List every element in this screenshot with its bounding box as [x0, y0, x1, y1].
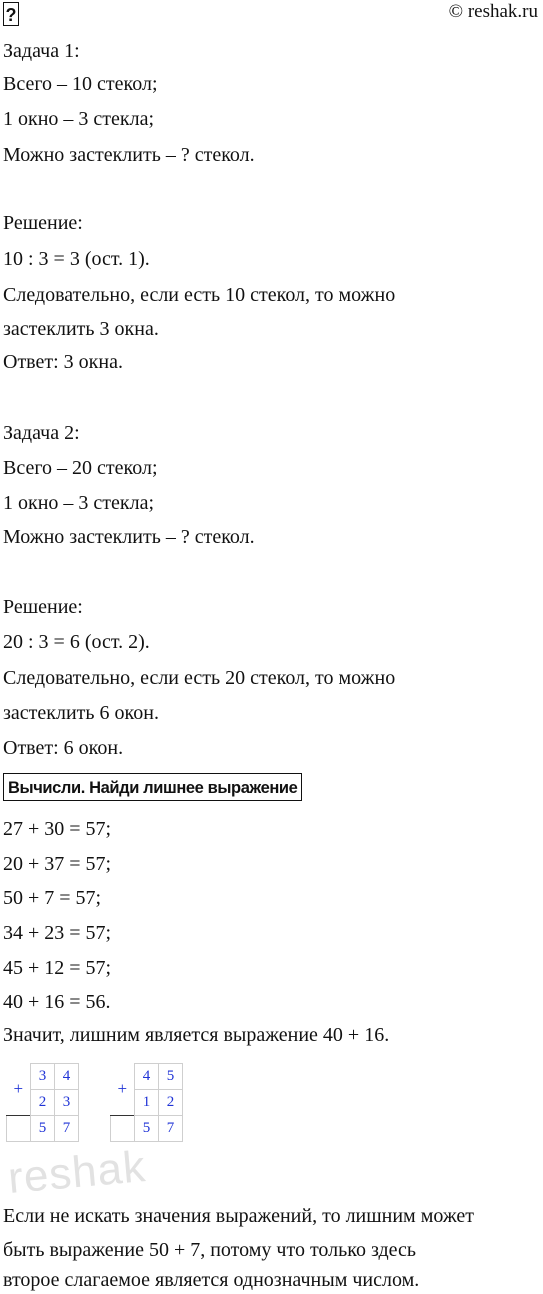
column-addition-45-12 [110, 1063, 183, 1142]
site-credit[interactable]: © reshak.ru [448, 1, 538, 22]
empty-cell [7, 1116, 31, 1142]
task2-solution-1: 20 : 3 = 6 (ост. 2). [3, 631, 150, 653]
task1-solution-title: Решение: [3, 212, 83, 234]
task2-solution-2: Следовательно, если есть 20 стекол, то можно [3, 667, 396, 689]
reshak-watermark: reshak [6, 1142, 148, 1203]
expression-3: 50 + 7 = 57; [3, 887, 102, 909]
column-addition-34-23 [6, 1063, 79, 1142]
task2-solution-3: застеклить 6 окон. [3, 702, 159, 724]
plus-sign: + [117, 1079, 128, 1099]
task1-solution-3: застеклить 3 окна. [3, 318, 159, 340]
digit-cell: 3 [31, 1064, 55, 1090]
task1-title: Задача 1: [3, 40, 80, 62]
note-line-2: быть выражение 50 + 7, потому что только здесь [3, 1239, 417, 1261]
digit-cell: 5 [159, 1064, 183, 1090]
conclusion: Значит, лишним является выражение 40 + 16. [3, 1024, 390, 1046]
digit-cell: 7 [55, 1116, 79, 1142]
plus-sign: + [13, 1079, 24, 1099]
digit-cell: 7 [159, 1116, 183, 1142]
task1-line-2: 1 окно – 3 стекла; [3, 108, 155, 130]
expression-4: 34 + 23 = 57; [3, 922, 112, 944]
digit-cell: 4 [55, 1064, 79, 1090]
digit-cell: 2 [159, 1090, 183, 1116]
task1-line-3: Можно застеклить – ? стекол. [3, 144, 255, 166]
task2-line-3: Можно застеклить – ? стекол. [3, 526, 255, 548]
digit-cell: 1 [135, 1090, 159, 1116]
note-line-3: второе слагаемое является однозначным числом. [3, 1269, 420, 1291]
digit-cell: 5 [135, 1116, 159, 1142]
task2-line-2: 1 окно – 3 стекла; [3, 492, 155, 514]
empty-cell [111, 1116, 135, 1142]
task2-solution-title: Решение: [3, 596, 83, 618]
digit-cell: 5 [31, 1116, 55, 1142]
digit-cell: 3 [55, 1090, 79, 1116]
expression-6: 40 + 16 = 56. [3, 991, 111, 1013]
task2-title: Задача 2: [3, 422, 80, 444]
task1-line-1: Всего – 10 стекол; [3, 73, 158, 95]
section-heading: Вычисли. Найди лишнее выражение [3, 773, 302, 801]
digit-cell: 4 [135, 1064, 159, 1090]
expression-1: 27 + 30 = 57; [3, 818, 112, 840]
expression-5: 45 + 12 = 57; [3, 957, 112, 979]
note-line-1: Если не искать значения выражений, то лишним может [3, 1205, 475, 1227]
task2-line-1: Всего – 20 стекол; [3, 457, 158, 479]
task1-solution-2: Следовательно, если есть 10 стекол, то можно [3, 284, 396, 306]
question-mark-box: ? [3, 2, 19, 26]
task1-answer: Ответ: 3 окна. [3, 351, 123, 373]
digit-cell: 2 [31, 1090, 55, 1116]
expression-2: 20 + 37 = 57; [3, 853, 112, 875]
task2-answer: Ответ: 6 окон. [3, 737, 124, 759]
task1-solution-1: 10 : 3 = 3 (ост. 1). [3, 248, 150, 270]
